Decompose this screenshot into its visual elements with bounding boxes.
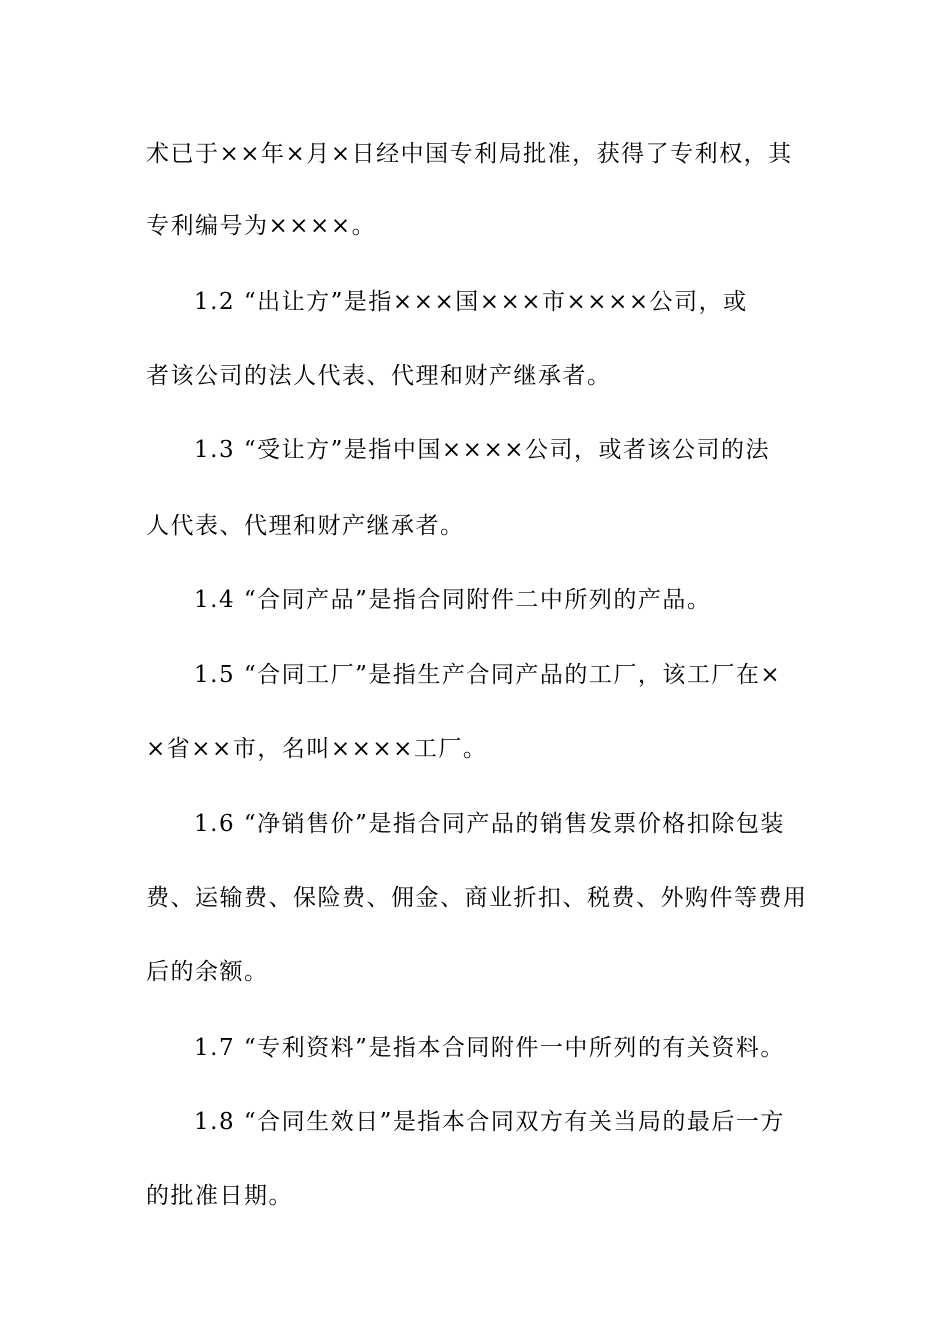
text-line-2: 专利编号为××××。 [146, 213, 377, 239]
text-line-4: 者该公司的法人代表、代理和财产继承者。 [146, 363, 612, 389]
text-line-12: 后的余额。 [146, 959, 269, 985]
clause-1-5: 1.5 “合同工厂”是指生产合同产品的工厂，该工厂在× [194, 662, 782, 688]
text-line-15: 的批准日期。 [146, 1183, 293, 1209]
clause-1-2: 1.2 “出让方”是指×××国×××市××××公司，或 [194, 289, 748, 315]
clause-1-4: 1.4 “合同产品”是指合同附件二中所列的产品。 [194, 587, 712, 613]
text-line-11: 费、运输费、保险费、佣金、商业折扣、税费、外购件等费用 [146, 885, 808, 911]
clause-1-6: 1.6 “净销售价”是指合同产品的销售发票价格扣除包装 [194, 811, 785, 837]
text-line-9: ×省××市，名叫××××工厂。 [146, 736, 488, 762]
clause-1-3: 1.3 “受让方”是指中国××××公司，或者该公司的法 [194, 437, 770, 463]
clause-1-8: 1.8 “合同生效日”是指本合同双方有关当局的最后一方 [194, 1109, 785, 1135]
text-line-6: 人代表、代理和财产继承者。 [146, 513, 465, 539]
clause-1-7: 1.7 “专利资料”是指本合同附件一中所列的有关资料。 [194, 1035, 785, 1061]
text-line-1: 术已于××年×月×日经中国专利局批准，获得了专利权，其 [146, 141, 793, 167]
